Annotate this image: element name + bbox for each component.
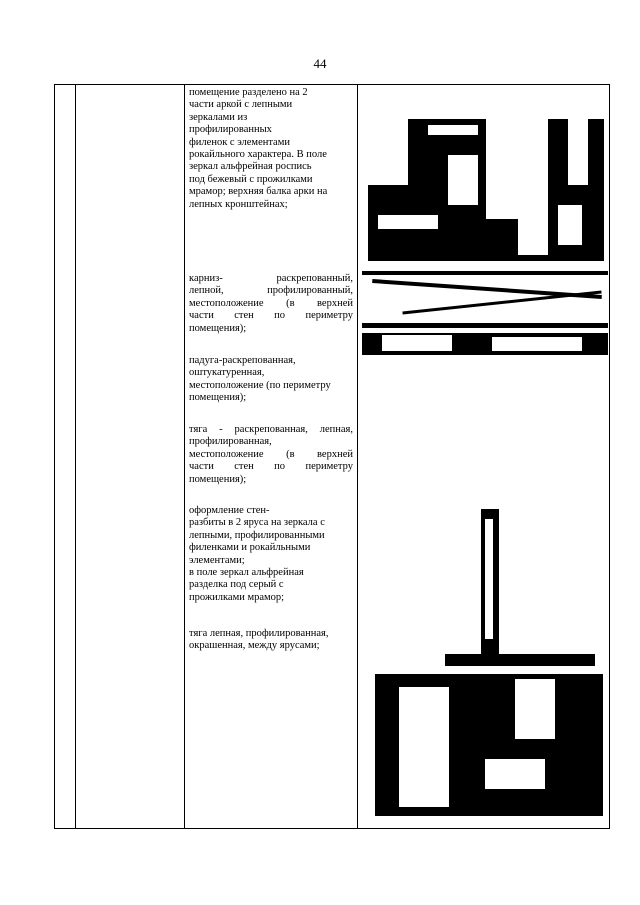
text-line: филенками и рокайльными [189, 542, 311, 554]
text-line: помещения); [189, 322, 247, 334]
text-block-walls [189, 505, 353, 604]
text-line: части аркой с лепными [189, 99, 293, 111]
column-divider [357, 85, 358, 828]
text-line: лепных кронштейнах; [189, 198, 288, 210]
text-line: филенок с элементами [189, 136, 290, 148]
text-line: тяга лепная, профилированная, [189, 628, 329, 639]
text-line: помещение разделено на 2 [189, 87, 308, 98]
text-line: под бежевый с прожилками [189, 173, 313, 185]
page-number: 44 [313, 56, 327, 71]
column-divider [75, 85, 76, 828]
text-line: разделка под серый с [189, 579, 284, 591]
wall-decoration-photo [375, 509, 603, 816]
text-line: окрашенная, между ярусами; [189, 640, 320, 652]
interior-photo [368, 85, 604, 261]
text-line: оштукатуренная, [189, 367, 265, 379]
text-block-arch [189, 87, 353, 211]
text-line: помещения); [189, 392, 247, 404]
text-block-paduga [189, 355, 353, 405]
text-block-cornice [189, 273, 353, 335]
inventory-table [54, 84, 610, 829]
text-line: оформление стен- [189, 505, 270, 516]
text-line: местоположение (по периметру [189, 379, 331, 391]
text-line: в поле зеркал альфрейная [189, 567, 304, 579]
text-line: лепной, профилированный, [189, 285, 353, 297]
text-line: местоположение (в верхней [189, 448, 353, 460]
text-line: помещения); [189, 473, 247, 485]
text-line: зеркал альфрейная роспись [189, 161, 312, 173]
text-line: профилированная, [189, 436, 272, 448]
text-line: части стен по периметру [189, 461, 353, 473]
text-line: профилированных [189, 124, 272, 136]
text-line: элементами; [189, 554, 245, 566]
text-line: прожилками мрамор; [189, 591, 285, 603]
text-line: рокайльного характера. В поле [189, 149, 327, 161]
cornice-photo [362, 271, 608, 357]
text-line: мрамор; верхняя балка арки на [189, 186, 328, 198]
text-block-tyaga-tiers [189, 628, 353, 653]
text-line: падуга-раскрепованная, [189, 355, 296, 366]
text-line: части стен по периметру [189, 310, 353, 322]
text-line: тяга - раскрепованная, лепная, [189, 424, 353, 435]
text-block-tyaga [189, 424, 353, 486]
text-line: лепными, профилированными [189, 529, 325, 541]
text-line: карниз- раскрепованный, [189, 273, 353, 284]
text-line: разбиты в 2 яруса на зеркала с [189, 517, 325, 529]
text-line: зеркалами из [189, 111, 248, 123]
column-divider [184, 85, 185, 828]
text-line: местоположение (в верхней [189, 297, 353, 309]
